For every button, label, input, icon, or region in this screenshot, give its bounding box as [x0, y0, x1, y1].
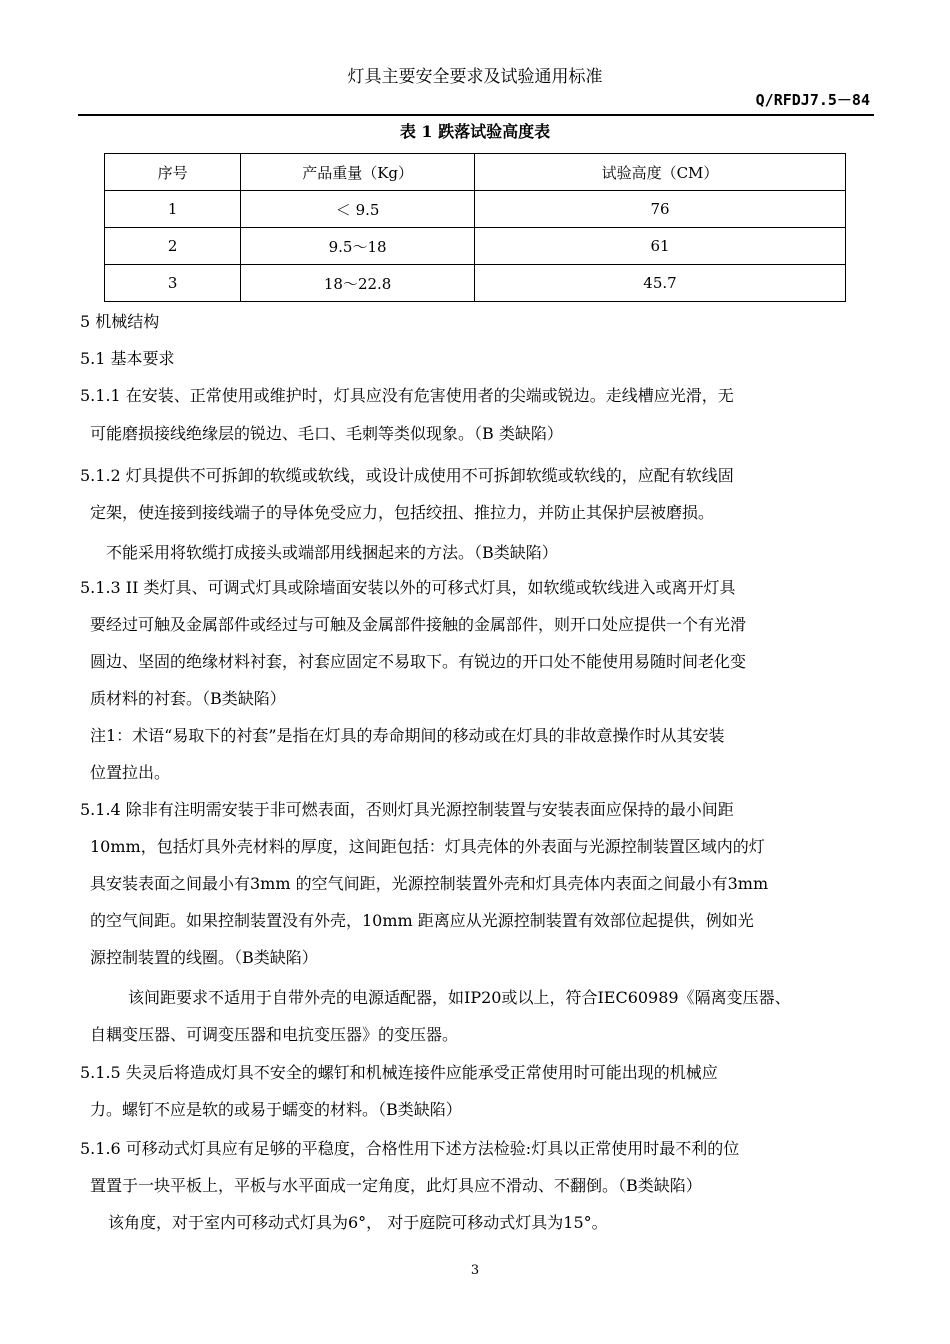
header-rule: [78, 114, 874, 116]
table-header-cell: 序号: [105, 154, 241, 191]
body-line: 力。螺钉不应是软的或易于蠕变的材料。（B类缺陷）: [90, 1100, 462, 1119]
body-line: 源控制装置的线圈。（B类缺陷）: [90, 948, 318, 967]
body-line: 5.1.2 灯具提供不可拆卸的软缆或软线，或设计成使用不可拆卸软缆或软线的，应配有软线固: [80, 466, 734, 485]
document-code: Q/RFDJ7.5－84: [755, 91, 870, 109]
table-cell: 3: [105, 265, 241, 302]
table-cell: 76: [475, 191, 846, 228]
note-line: 注1：术语“易取下的衬套”是指在灯具的寿命期间的移动或在灯具的非故意操作时从其安装: [90, 726, 725, 745]
body-line: 自耦变压器、可调变压器和电抗变压器》的变压器。: [90, 1025, 459, 1044]
table-row: [105, 191, 846, 228]
body-line: 的空气间距。如果控制装置没有外壳，10mm 距离应从光源控制装置有效部位起提供，例如光: [90, 911, 754, 930]
table-header-cell: 试验高度（CM）: [475, 154, 846, 191]
table-row: [105, 265, 846, 302]
body-line: 要经过可触及金属部件或经过与可触及金属部件接触的金属部件，则开口处应提供一个有光滑: [90, 615, 747, 634]
body-line: 5.1.6 可移动式灯具应有足够的平稳度，合格性用下述方法检验:灯具以正常使用时最不利的位: [80, 1139, 740, 1158]
body-line: 定架，使连接到接线端子的导体免受应力，包括绞扭、推拉力，并防止其保护层被磨损。: [90, 503, 715, 522]
body-line: 5.1.5 失灵后将造成灯具不安全的螺钉和机械连接件应能承受正常使用时可能出现的机械应: [80, 1063, 718, 1082]
table-cell: 61: [475, 228, 846, 265]
body-line: 5.1.3 II 类灯具、可调式灯具或除墙面安装以外的可移式灯具，如软缆或软线进入或离开灯具: [80, 578, 736, 597]
table-row: [105, 228, 846, 265]
body-line: 可能磨损接线绝缘层的锐边、毛口、毛刺等类似现象。（B 类缺陷）: [90, 424, 563, 443]
body-line: 5.1.4 除非有注明需安装于非可燃表面，否则灯具光源控制装置与安装表面应保持的最小间距: [80, 800, 734, 819]
body-line: 具安装表面之间最小有3mm 的空气间距，光源控制装置外壳和灯具壳体内表面之间最小有3mm: [90, 874, 769, 893]
body-line: 质材料的衬套。（B类缺陷）: [90, 689, 286, 708]
body-line: 不能采用将软缆打成接头或端部用线捆起来的方法。（B类缺陷）: [106, 543, 558, 562]
body-line: 该角度，对于室内可移动式灯具为6°， 对于庭院可移动式灯具为15°。: [108, 1213, 608, 1232]
document-title: 灯具主要安全要求及试验通用标准: [347, 67, 603, 87]
section-heading: 5 机械结构: [80, 312, 160, 331]
body-line: 10mm，包括灯具外壳材料的厚度，这间距包括：灯具壳体的外表面与光源控制装置区域内的灯: [90, 837, 765, 856]
table-header-cell: 产品重量（Kg）: [241, 154, 475, 191]
body-line: 5.1.1 在安装、正常使用或维护时，灯具应没有危害使用者的尖端或锐边。走线槽应光滑，无: [80, 386, 734, 405]
table-cell: 2: [105, 228, 241, 265]
subsection-heading: 5.1 基本要求: [80, 349, 175, 368]
body-line: 置置于一块平板上，平板与水平面成一定角度，此灯具应不滑动、不翻倒。（B类缺陷）: [90, 1176, 702, 1195]
table-caption: 表 1 跌落试验高度表: [399, 122, 551, 141]
page-number: 3: [470, 1263, 480, 1278]
table-header-row: [105, 154, 846, 191]
table-cell: 45.7: [475, 265, 846, 302]
drop-test-table: [104, 153, 846, 302]
note-line: 位置拉出。: [90, 763, 171, 782]
table-cell: 9.5～18: [241, 228, 475, 265]
body-line: 该间距要求不适用于自带外壳的电源适配器，如IP20或以上，符合IEC60989《隔离变压器、: [128, 988, 791, 1007]
table-cell: 18～22.8: [241, 265, 475, 302]
table-cell: ＜ 9.5: [241, 191, 475, 228]
table-cell: 1: [105, 191, 241, 228]
body-line: 圆边、坚固的绝缘材料衬套，衬套应固定不易取下。有锐边的开口处不能使用易随时间老化变: [90, 652, 747, 671]
